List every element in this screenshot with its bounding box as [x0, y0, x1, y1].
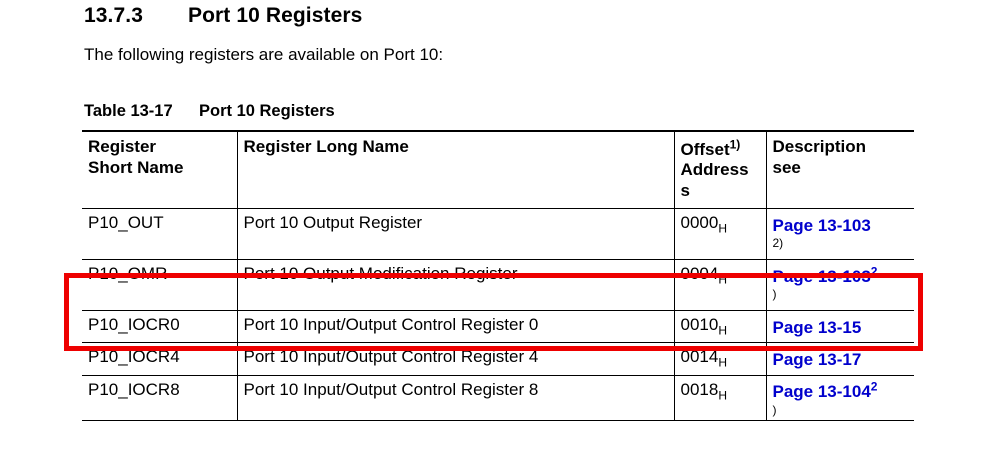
cell-offset-address [674, 375, 766, 420]
table-header-row [82, 131, 914, 208]
table-caption [84, 102, 335, 121]
cell-offset-address [674, 208, 766, 259]
cell-description [766, 259, 914, 310]
header-offset-address [674, 131, 766, 208]
offset-value: 0014 [680, 347, 719, 367]
page-link-label: Page 13-17 [772, 349, 862, 369]
header-line-1: Description [772, 137, 867, 156]
header-line-1: Offset [680, 139, 730, 159]
header-line-1: Register [88, 137, 157, 156]
footnote-marker-below: 2) [772, 236, 784, 251]
cell-offset-address [674, 343, 766, 375]
cell-register-long-name: Port 10 Input/Output Control Register 4 [237, 343, 674, 375]
page-link[interactable] [772, 379, 878, 402]
cell-description [766, 343, 914, 375]
table-caption-number: Table 13-17 [84, 102, 173, 120]
header-line-1: Register Long Name [243, 137, 409, 156]
page-link[interactable] [773, 216, 871, 235]
footnote-marker-below: ) [772, 403, 777, 418]
cell-description [766, 375, 914, 420]
section-heading [84, 4, 362, 28]
page-link-label: Page 13-103 [772, 266, 871, 286]
intro-paragraph: The following registers are available on Port 10: [84, 45, 444, 64]
cell-description [766, 310, 914, 342]
cell-offset-address [674, 259, 766, 310]
table-row [82, 259, 914, 310]
section-title: Port 10 Registers [188, 4, 363, 27]
table-row [82, 310, 914, 342]
cell-register-short-name: P10_IOCR8 [82, 375, 237, 420]
header-line-2: Short Name [88, 157, 184, 177]
footnote-marker-below: ) [772, 287, 777, 302]
page-link-label: Page 13-103 [772, 215, 871, 235]
page-link-footnote-marker: 2 [870, 379, 878, 394]
page-link-label: Page 13-104 [772, 382, 871, 402]
offset-value: 0010 [680, 314, 719, 334]
port10-registers-table [82, 130, 914, 421]
cell-offset-address [674, 310, 766, 342]
offset-subscript: H [718, 272, 727, 287]
table-caption-title: Port 10 Registers [199, 102, 335, 120]
offset-subscript: H [718, 388, 727, 403]
header-register-long-name [237, 131, 674, 208]
cell-register-short-name: P10_OUT [82, 208, 237, 259]
cell-description [766, 208, 914, 259]
table-row [82, 208, 914, 259]
page-link[interactable] [773, 318, 862, 337]
cell-register-long-name: Port 10 Output Register [237, 208, 674, 259]
header-line-3: s [680, 181, 690, 201]
page-link-footnote-marker: 2 [870, 263, 878, 278]
header-description [766, 131, 914, 208]
cell-register-short-name: P10_OMR [82, 259, 237, 310]
cell-register-long-name: Port 10 Input/Output Control Register 8 [237, 375, 674, 420]
cell-register-short-name: P10_IOCR0 [82, 310, 237, 342]
table-row [82, 375, 914, 420]
section-number: 13.7.3 [84, 4, 143, 27]
header-line-2: see [772, 157, 801, 177]
cell-register-long-name: Port 10 Input/Output Control Register 0 [237, 310, 674, 342]
header-offset-footnote-marker: 1) [729, 137, 741, 151]
page-link-label: Page 13-15 [772, 317, 862, 337]
table-row [82, 343, 914, 375]
header-register-short-name [82, 131, 237, 208]
offset-subscript: H [718, 323, 727, 338]
header-line-2: Address [680, 160, 749, 180]
offset-subscript: H [718, 221, 727, 236]
cell-register-short-name: P10_IOCR4 [82, 343, 237, 375]
offset-value: 0000 [680, 212, 719, 232]
page-link[interactable] [773, 350, 862, 369]
page-link[interactable] [772, 263, 878, 286]
offset-value: 0018 [680, 379, 719, 399]
offset-value: 0004 [680, 263, 719, 283]
offset-subscript: H [718, 355, 727, 370]
cell-register-long-name: Port 10 Output Modification Register [237, 259, 674, 310]
